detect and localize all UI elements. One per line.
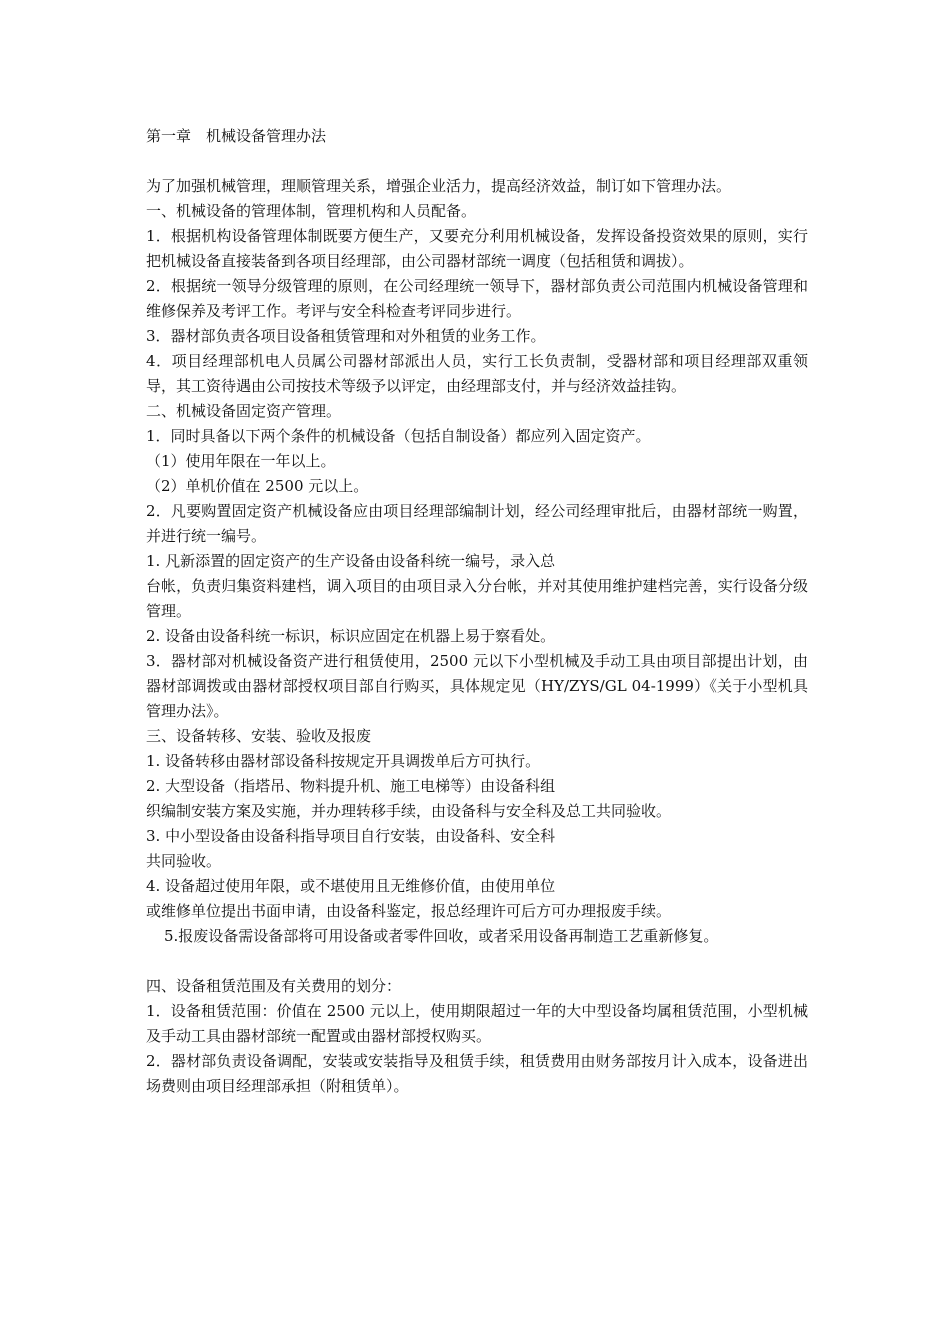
paragraph-1-4: 4．项目经理部机电人员属公司器材部派出人员，实行工长负责制，受器材部和项目经理部双重领导，其工资待遇由公司按技术等级予以评定，由经理部支付，并与经济效益挂钩。 [146,352,808,395]
section-heading-4: 四、设备租赁范围及有关费用的划分： [146,977,402,995]
paragraph-2-3-first: 1. 凡新添置的固定资产的生产设备由设备科统一编号，录入总 [146,552,556,570]
paragraph-3-3-rest: 共同验收。 [146,852,222,870]
paragraph-2-1-b: （2）单机价值在 2500 元以上。 [146,477,369,495]
paragraph-3-3-first: 3. 中小型设备由设备科指导项目自行安装，由设备科、安全科 [146,827,556,845]
paragraph-2-1-a: （1）使用年限在一年以上。 [146,452,336,470]
paragraph-1-3: 3．器材部负责各项目设备租赁管理和对外租赁的业务工作。 [146,327,546,345]
paragraph-2-5: 3．器材部对机械设备资产进行租赁使用，2500 元以下小型机械及手动工具由项目部提出计划，由器材部调拨或由器材部授权项目部自行购买，具体规定见（HY/ZYS/GL 04-1999）《关于小型机具管理办法》。 [146,652,808,720]
section-heading-3: 三、设备转移、安装、验收及报废 [146,727,372,745]
paragraph-3-1: 1. 设备转移由器材部设备科按规定开具调拨单后方可执行。 [146,752,541,770]
paragraph-2-2: 2．凡要购置固定资产机械设备应由项目经理部编制计划，经公司经理审批后，由器材部统一购置，并进行统一编号。 [146,502,808,545]
chapter-title: 第一章 机械设备管理办法 [146,127,327,145]
paragraph-3-2-first: 2. 大型设备（指塔吊、物料提升机、施工电梯等）由设备科组 [146,777,556,795]
paragraph-3-4-rest: 或维修单位提出书面申请，由设备科鉴定，报总经理许可后方可办理报废手续。 [146,902,672,920]
paragraph-4-2: 2．器材部负责设备调配，安装或安装指导及租赁手续，租赁费用由财务部按月计入成本，设备进出场费则由项目经理部承担（附租赁单）。 [146,1052,808,1095]
paragraph-intro: 为了加强机械管理，理顺管理关系，增强企业活力，提高经济效益，制订如下管理办法。 [146,177,732,195]
section-heading-1: 一、机械设备的管理体制，管理机构和人员配备。 [146,202,477,220]
document-body [146,124,808,1099]
section-heading-2: 二、机械设备固定资产管理。 [146,402,342,420]
paragraph-2-4: 2. 设备由设备科统一标识，标识应固定在机器上易于察看处。 [146,627,556,645]
paragraph-1-2: 2．根据统一领导分级管理的原则，在公司经理统一领导下，器材部负责公司范围内机械设备管理和维修保养及考评工作。考评与安全科检查考评同步进行。 [146,277,808,320]
paragraph-3-2-rest: 织编制安装方案及实施，并办理转移手续，由设备科与安全科及总工共同验收。 [146,802,672,820]
paragraph-3-5: 5.报废设备需设备部将可用设备或者零件回收，或者采用设备再制造工艺重新修复。 [164,927,719,945]
paragraph-3-4-first: 4. 设备超过使用年限，或不堪使用且无维修价值，由使用单位 [146,877,556,895]
paragraph-2-3-rest: 台帐，负责归集资料建档，调入项目的由项目录入分台帐，并对其使用维护建档完善，实行设备分级管理。 [146,577,808,620]
blank-line [146,949,808,974]
paragraph-1-1: 1．根据机构设备管理体制既要方便生产，又要充分利用机械设备，发挥设备投资效果的原则，实行把机械设备直接装备到各项目经理部，由公司器材部统一调度（包括租赁和调拔）。 [146,227,808,270]
paragraph-4-1: 1．设备租赁范围：价值在 2500 元以上，使用期限超过一年的大中型设备均属租赁范围，小型机械及手动工具由器材部统一配置或由器材部授权购买。 [146,1002,808,1045]
paragraph-2-1: 1．同时具备以下两个条件的机械设备（包括自制设备）都应列入固定资产。 [146,427,651,445]
